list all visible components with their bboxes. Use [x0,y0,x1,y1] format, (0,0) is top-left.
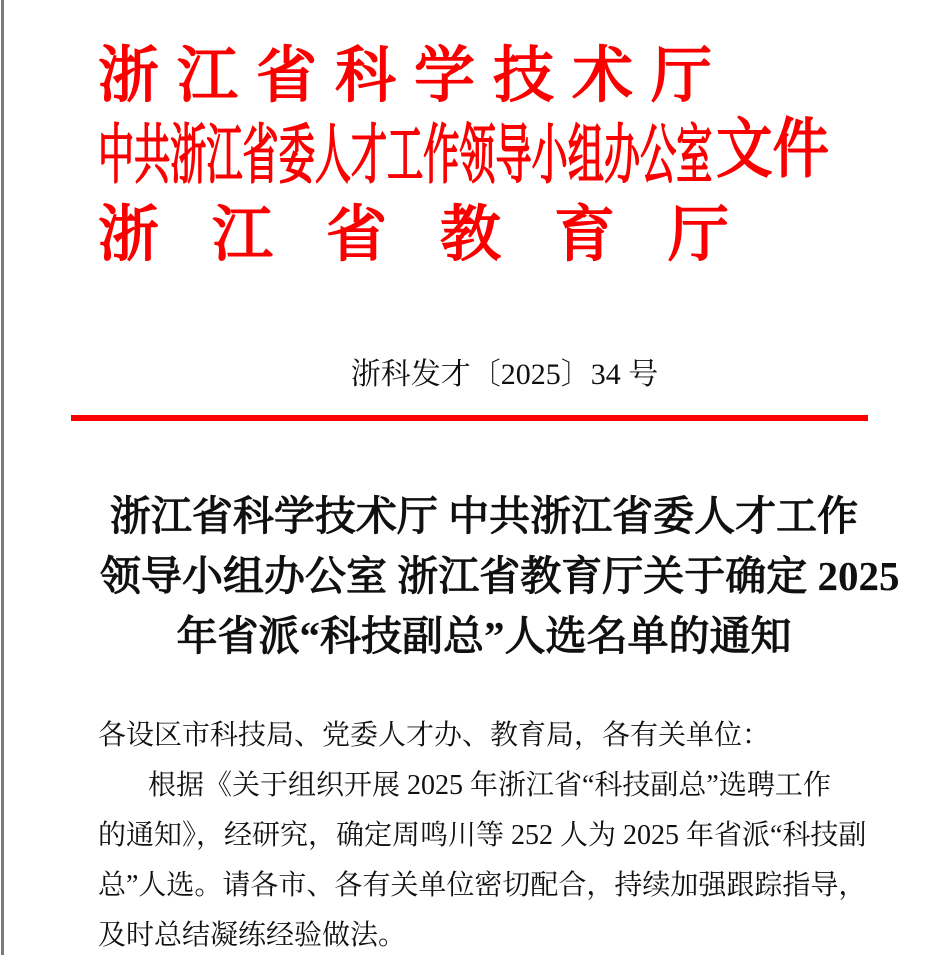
body-paragraph-line: 总”人选。请各市、各有关单位密切配合，持续加强跟踪指导， [98,870,867,901]
salutation-line: 各设区市科技局、党委人才办、教育局，各有关单位： [98,720,771,751]
scan-edge-line [1,0,4,955]
document-title-line-3: 年省派“科技副总”人选名单的通知 [176,613,792,659]
document-title-line-2: 领导小组办公室 浙江省教育厅关于确定 2025 [100,553,900,599]
body-paragraph-line: 及时总结凝练经验做法。 [98,920,407,951]
document-number: 浙科发才〔2025〕34 号 [350,358,659,391]
letterhead-document-label: 文件 [716,114,830,186]
letterhead-org-2: 中共浙江省委人才工作领导小组办公室 [98,120,713,192]
body-paragraph-line: 根据《关于组织开展 2025 年浙江省“科技副总”选聘工作 [148,770,831,801]
red-divider-rule [71,415,868,421]
document-title [100,486,900,666]
document-title-line-1: 浙江省科学技术厅 中共浙江省委人才工作 [109,493,859,539]
letterhead-org-1: 浙江省科学技术厅 [98,43,731,110]
document-body [98,711,878,961]
body-paragraph-line: 的通知》，经研究，确定周鸣川等 252 人为 2025 年省派“科技副 [98,820,867,851]
letterhead-org-3: 浙江省教育厅 [98,202,783,269]
